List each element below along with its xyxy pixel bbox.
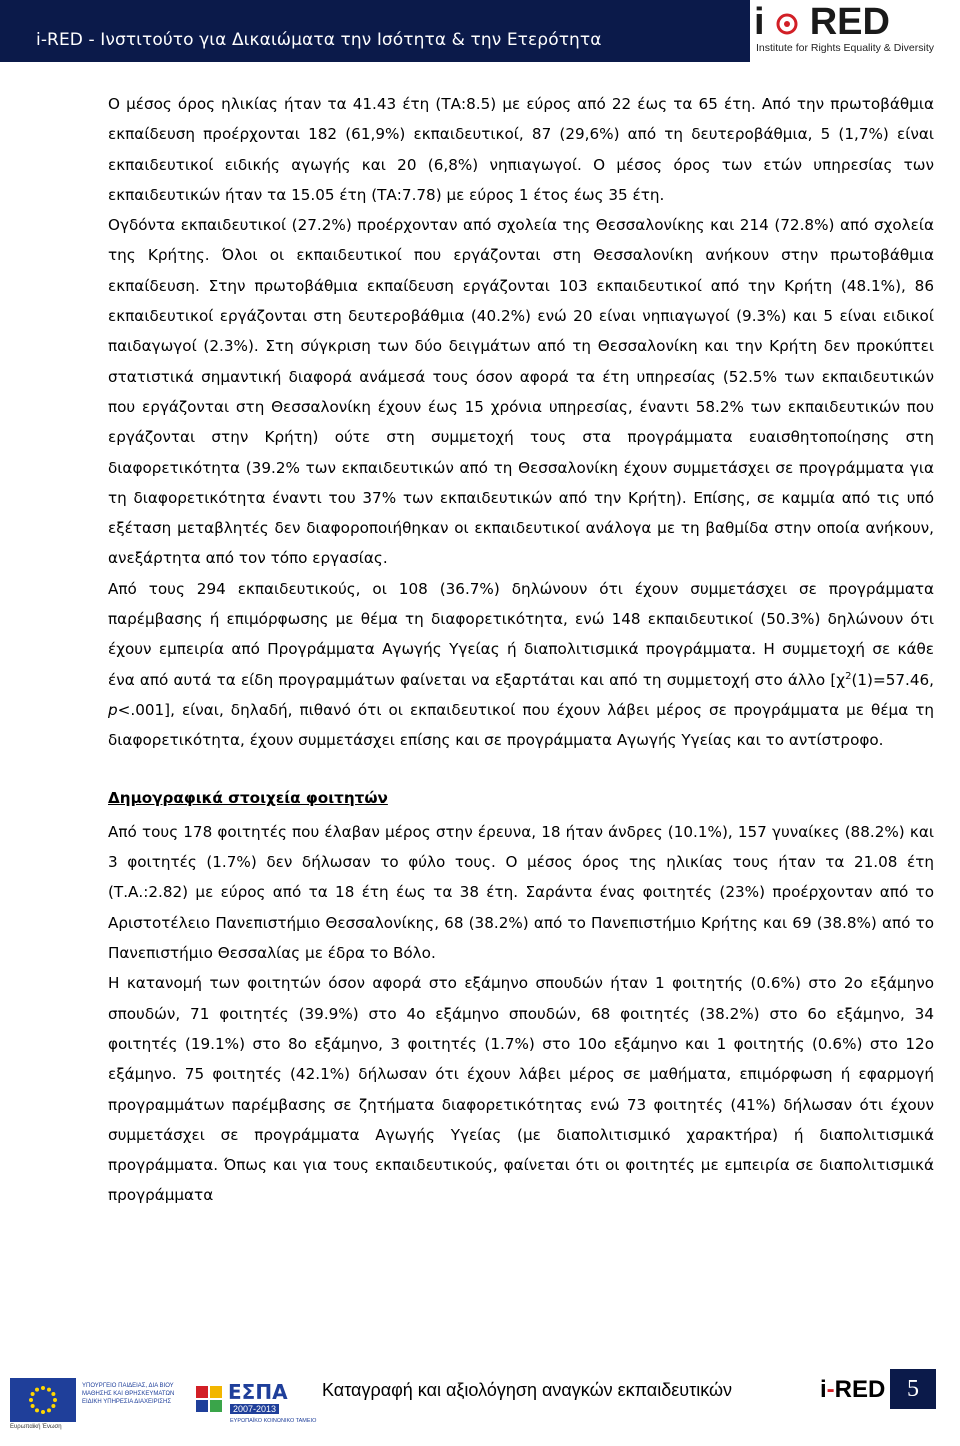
paragraph-age: Ο μέσος όρος ηλικίας ήταν τα 41.43 έτη (ΤΑ:8.5) με εύρος από 22 έως τα 65 έτη. Από την πρωτοβάθμια εκπαίδευση προέρχονται 182 (61,9%) εκπαιδευτικοί, 87 (29,6%) από τη δευτεροβάθμια, 5 (1,7%) είναι εκπαιδευτικοί ειδικής αγωγής και 20 (6,8%) νηπιαγωγοί. Ο μέσος όρος των ετών υπηρεσίας των εκπαιδευτικών ήταν τα 15.05 έτη (ΤΑ:7.78) με εύρος 1 έτος έως 35 έτη. [108,95,934,204]
ired-logo-accent [765,1,810,43]
espa-wordmark: ΕΣΠΑ [228,1380,288,1404]
paragraph-students-demographics: Από τους 178 φοιτητές που έλαβαν μέρος στην έρευνα, 18 ήταν άνδρες (10.1%), 157 γυναίκες (88.2%) και 3 φοιτητές (1.7%) δεν δήλωσαν το φύλο τους. Ο μέσος όρος της ηλικίας τους ήταν τα 21.08 έτη (Τ.Α.:2.82) με εύρος από τα 18 έτη έως τα 38 έτη. Σαράντα ένας φοιτητές (23%) προέρχονταν από το Αριστοτέλειο Πανεπιστήμιο Θεσσαλονίκης, 68 (38.2%) από το Πανεπιστήμιο Κρήτης και 69 (38.8%) από το Πανεπιστήμιο Θεσσαλίας με έδρα το Βόλο. [108,822,934,963]
ministry-logo-text: ΥΠΟΥΡΓΕΙΟ ΠΑΙΔΕΙΑΣ, ΔΙΑ ΒΙΟΥ ΜΑΘΗΣΗΣ ΚΑΙ ΘΡΗΣΚΕΥΜΑΤΩΝ ΕΙΔΙΚΗ ΥΠΗΡΕΣΙΑ ΔΙΑΧΕΙΡΙΣΗΣ [82,1383,175,1405]
document-body [108,89,934,1211]
espa-subtitle: ΕΥΡΩΠΑΪΚΟ ΚΟΙΝΩΝΙΚΟ ΤΑΜΕΙΟ [230,1418,317,1424]
espa-mark-icon [194,1384,224,1414]
paragraph-schools: Ογδόντα εκπαιδευτικοί (27.2%) προέρχονταν από σχολεία της Θεσσαλονίκης και 214 (72.8%) από σχολεία της Κρήτης. Όλοι οι εκπαιδευτικοί που εργάζονται στη Θεσσαλονίκη ανήκουν στην πρωτοβάθμια εκπαίδευση. Στην πρωτοβάθμια εκπαίδευση εργάζονται 103 εκπαιδευτικοί από την Κρήτη (48.1%), 86 εκπαιδευτικοί εργάζονται στη δευτεροβάθμια (40.2%) ενώ 20 είναι νηπιαγωγοί (9.3%) και 5 είναι ειδικοί παιδαγωγοί (2.3%). Στη σύγκριση των δύο δειγμάτων από τη Θεσσαλονίκη και την Κρήτη δεν προκύπτει στατιστικά σημαντική διαφορά ανάμεσά τους όσον αφορά τα έτη υπηρεσίας (52.5% των εκπαιδευτικών που εργάζονται στη Θεσσαλονίκη έχουν έως 15 χρόνια υπηρεσίας, έναντι 58.2% των εκπαιδευτικών που εργάζονται στην Κρήτη) ούτε στη συμμετοχή τους στα προγράμματα ευαισθητοποίησης στη διαφορετικότητα (39.2% των εκπαιδευτικών από τη Θεσσαλονίκη έχουν συμμετάσχει σε προγράμματα για τη διαφορετικότητα έναντι του 37% των εκπαιδευτικών από την Κρήτη). Επίσης, σε καμμία από τις υπό εξέταση μεταβλητές δεν διαφοροποιήθηκαν οι εκπαιδευτικοί ανάλογα με τη βαθμίδα στην οποία ανήκουν, ανεξάρτητα από τον τόπο εργασίας. [108,216,934,568]
paragraph-programs: Από τους 294 εκπαιδευτικούς, οι 108 (36.7%) δηλώνουν ότι έχουν συμμετάσχει σε προγράμματα παρέμβασης ή επιμόρφωσης με θέμα τη διαφορετικότητα, ενώ 148 εκπαιδευτικοί (50.3%) δηλώνουν ότι έχουν εμπειρία από Προγράμματα Αγωγής Υγείας ή διαπολιτισμικά προγράμματα. Η συμμετοχή σε κάθε ένα από αυτά τα είδη προγραμμάτων φαίνεται να εξαρτάται και από τη συμμετοχή στο άλλο [$\chi^2(1)=57.46$, p<.001], είναι, δηλαδή, πιθανό ότι οι εκπαιδευτικοί που έχουν λάβει μέρος σε προγράμματα με θέμα τη διαφορετικότητα, έχουν συμμετάσχει επίσης και σε προγράμματα Αγωγής Υγείας και το αντίστροφο. [108,579,934,750]
footer-ired-logo: i-RED [820,1376,886,1403]
paragraph-students-semester: Η κατανομή των φοιτητών όσον αφορά στο εξάμηνο σπουδών ήταν 1 φοιτητής (0.6%) στο 2ο εξάμηνο σπουδών, 71 φοιτητές (39.9%) στο 4ο εξάμηνο σπουδών, 68 φοιτητές (38.2%) στο 6ο εξάμηνο, 34 φοιτητές (19.1%) στο 8ο εξάμηνο, 3 φοιτητές (1.7%) στο 10ο εξάμηνο και 1 φοιτητής (0.6%) στο 12ο εξάμηνο. 75 φοιτητές (42.1%) δήλωσαν ότι έχουν λάβει μέρος σε μαθήματα, επιμόρφωση ή εφαρμογή προγραμμάτων παρέμβασης σε ζητήματα διαφορετικότητας ενώ 73 φοιτητές (41%) δήλωσαν ότι έχουν συμμετάσχει σε προγράμματα Αγωγής Υγείας (με διαπολιτισμικό χαρακτήρα) ή διαπολιτισμικά προγράμματα. Όπως και για τους εκπαιδευτικούς, φαίνεται ότι οι φοιτητές με εμπειρία σε διαπολιτισμικά προγράμματα [108,974,934,1205]
page-header [0,0,960,62]
espa-years: 2007-2013 [230,1404,279,1414]
header-title: i-RED - Ινστιτούτο για Δικαιώματα την Ισότητα & την Ετερότητα [36,30,602,50]
footer-caption: Καταγραφή και αξιολόγηση αναγκών εκπαιδευτικών [322,1380,733,1400]
ired-logo-subtitle: Institute for Rights Equality & Diversity [756,42,934,54]
page-number: 5 [890,1369,936,1409]
eu-caption: Ευρωπαϊκή Ένωση [10,1424,62,1430]
ired-logo [750,0,960,62]
espa-logo [194,1380,317,1426]
funding-logos [10,1374,317,1440]
eu-flag-icon [10,1378,76,1422]
section-heading-students: Δημογραφικά στοιχεία φοιτητών [108,788,388,807]
ired-logo-wordmark: i RED [754,1,890,43]
